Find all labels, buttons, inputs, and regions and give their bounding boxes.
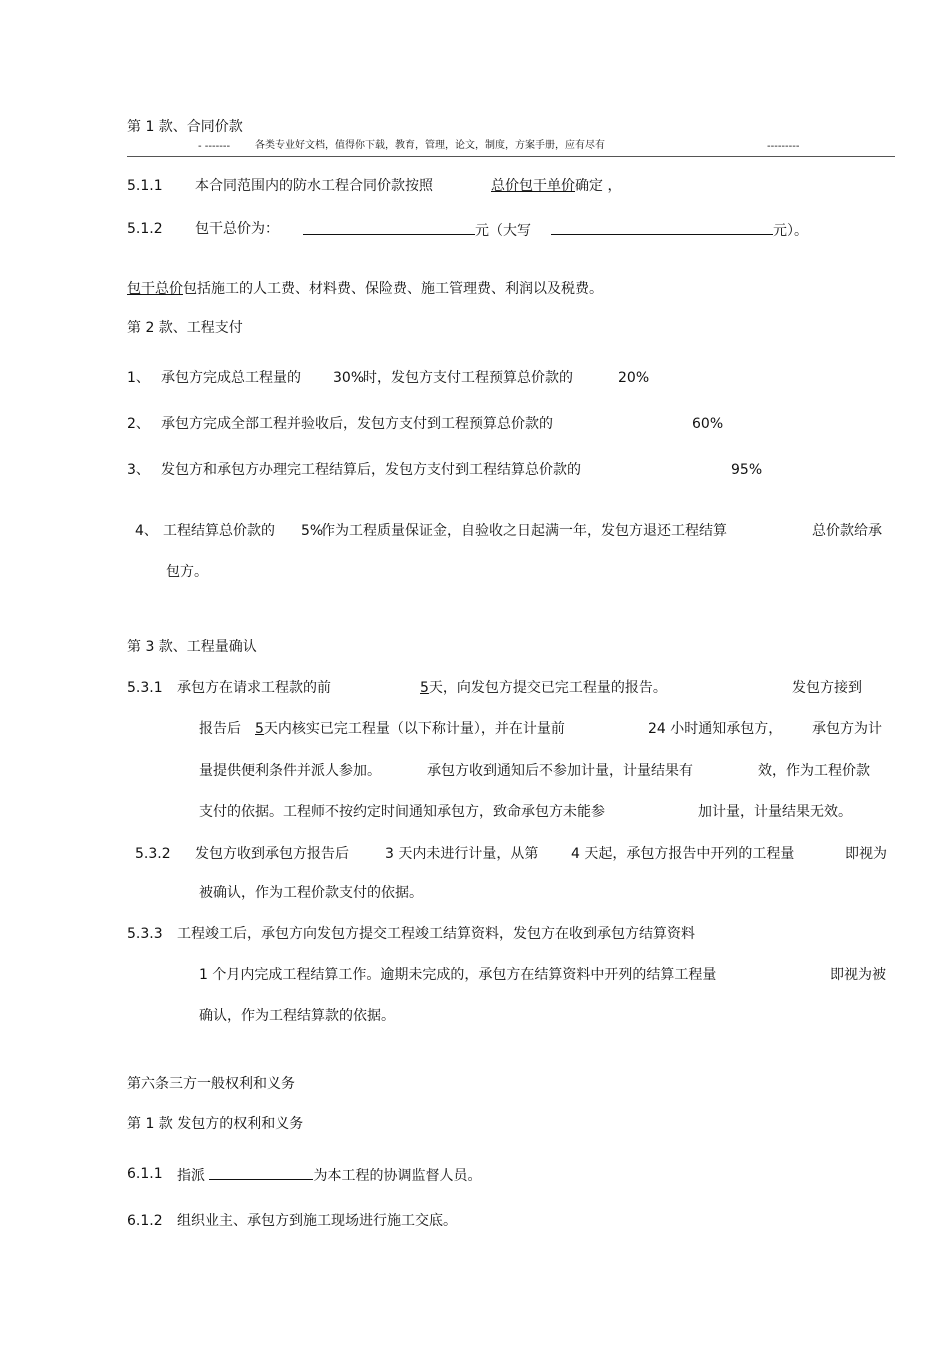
s511-text-a: 本合同范围内的防水工程合同价款按照: [195, 178, 433, 194]
s511-method: [491, 177, 621, 195]
price-note-underlined: 包干总价: [127, 281, 183, 297]
s531-l1-a: 承包方在请求工程款的前: [177, 680, 331, 696]
pay-item-3-pct: 95%: [731, 462, 763, 478]
s531-l1-b: 天，向发包方提交已完工程量的报告。: [428, 680, 667, 696]
s531-l1-days: 5: [420, 680, 429, 696]
pay-item-2-text: 承包方完成全部工程并验收后，发包方支付到工程预算总价款的: [161, 416, 553, 432]
s531-l4-b: 加计量，计量结果无效。: [698, 804, 852, 820]
header-dashes-left: - -------: [198, 141, 231, 152]
pay-item-4-num: 4、: [135, 523, 158, 539]
header-rule: [127, 156, 895, 157]
s611-blank: [209, 1165, 313, 1180]
s532-l2: 被确认，作为工程价款支付的依据。: [199, 885, 423, 901]
s611-b: 为本工程的协调监督人员。: [313, 1168, 482, 1184]
s512-mid: 元（大写: [475, 223, 531, 239]
pay-item-2-num: 2、: [127, 416, 150, 432]
s511-method-text: 总价包干单价: [491, 178, 575, 194]
s512-end: 元）。: [773, 223, 808, 239]
s531-l1-c: 发包方接到: [792, 680, 862, 696]
s532-l1-d: 即视为: [845, 846, 887, 862]
s511-tail: 确定 ，: [575, 178, 622, 194]
s531-l2-d: 承包方为计: [812, 721, 882, 737]
s512-amount-blank: [303, 220, 475, 235]
clause2-title: 第 2 款、工程支付: [127, 320, 243, 336]
pay-item-3-text: 发包方和承包方办理完工程结算后，发包方支付到工程结算总价款的: [161, 462, 581, 478]
pay-item-4-text-a: 工程结算总价款的: [163, 523, 275, 539]
s531-l4-a: 支付的依据。工程师不按约定时间通知承包方，致命承包方未能参: [199, 804, 605, 820]
s531-l2-c: 24 小时通知承包方，: [648, 721, 783, 737]
s533-l2-b: 即视为被: [830, 967, 886, 983]
price-note: [127, 280, 603, 298]
price-note-rest: 包括施工的人工费、材料费、保险费、施工管理费、利润以及税费。: [183, 281, 603, 297]
pay-item-4-text-d: 包方。: [166, 564, 208, 580]
s531-l2-b-wrap: [255, 720, 565, 738]
pay-item-1-text-b: 时，发包方支付工程预算总价款的: [363, 370, 573, 386]
s512-num: 5.1.2: [127, 221, 163, 237]
s531-l3-c: 效，作为工程价款: [758, 763, 870, 779]
pay-item-4-text-b: 作为工程质量保证金，自验收之日起满一年，发包方退还工程结算: [321, 523, 727, 539]
pay-item-4-pct: 5%: [301, 523, 324, 539]
pay-item-3-num: 3、: [127, 462, 150, 478]
s532-l1-b: 3 天内未进行计量，从第: [385, 846, 539, 862]
s531-l1-b-wrap: [420, 679, 667, 697]
header-text: 各类专业好文档，值得你下载，教育，管理，论文，制度，方案手册，应有尽有: [255, 140, 605, 151]
s532-num: 5.3.2: [135, 846, 171, 862]
s532-l1-a: 发包方收到承包方报告后: [195, 846, 349, 862]
s533-l1: 工程竣工后，承包方向发包方提交工程竣工结算资料，发包方在收到承包方结算资料: [177, 926, 695, 942]
s512-amount-line: [303, 220, 531, 240]
s533-l3: 确认，作为工程结算款的依据。: [199, 1008, 395, 1024]
pay-item-1-pct-a: 30%: [333, 370, 365, 386]
s612-num: 6.1.2: [127, 1213, 163, 1229]
pay-item-1-num: 1、: [127, 370, 150, 386]
s531-num: 5.3.1: [127, 680, 163, 696]
s612-text: 组织业主、承包方到施工现场进行施工交底。: [177, 1213, 457, 1229]
s532-l1-c: 4 天起，承包方报告中开列的工程量: [571, 846, 795, 862]
pay-item-1-pct-b: 20%: [618, 370, 650, 386]
clause1-title: 第 1 款、合同价款: [127, 119, 243, 135]
s533-num: 5.3.3: [127, 926, 163, 942]
s531-l3-b: 承包方收到通知后不参加计量，计量结果有: [427, 763, 693, 779]
s512-words-blank: [551, 220, 773, 235]
s512-words-line: [551, 220, 808, 240]
s511-text: [195, 177, 433, 195]
s611-num: 6.1.1: [127, 1166, 163, 1182]
pay-item-2-pct: 60%: [692, 416, 724, 432]
s531-l3-a: 量提供便利条件并派人参加。: [199, 763, 381, 779]
s531-l2-b: 天内核实已完工程量（以下称计量），并在计量前: [263, 721, 565, 737]
article6-clause1-title: 第 1 款 发包方的权利和义务: [127, 1116, 304, 1132]
s611-line: [177, 1165, 481, 1185]
s512-label: 包干总价为：: [195, 221, 279, 237]
s531-l2-a: 报告后: [199, 721, 241, 737]
pay-item-1-text-a: 承包方完成总工程量的: [161, 370, 301, 386]
s531-l2-days: 5: [255, 721, 264, 737]
pay-item-4-text-c: 总价款给承: [812, 523, 882, 539]
s533-l2-a: 1 个月内完成工程结算工作。逾期未完成的，承包方在结算资料中开列的结算工程量: [199, 967, 717, 983]
s511-num: 5.1.1: [127, 178, 163, 194]
s611-a: 指派: [177, 1168, 205, 1184]
clause3-title: 第 3 款、工程量确认: [127, 639, 257, 655]
header-dashes-right: ---------: [767, 141, 800, 152]
article6-title: 第六条三方一般权利和义务: [127, 1076, 295, 1092]
